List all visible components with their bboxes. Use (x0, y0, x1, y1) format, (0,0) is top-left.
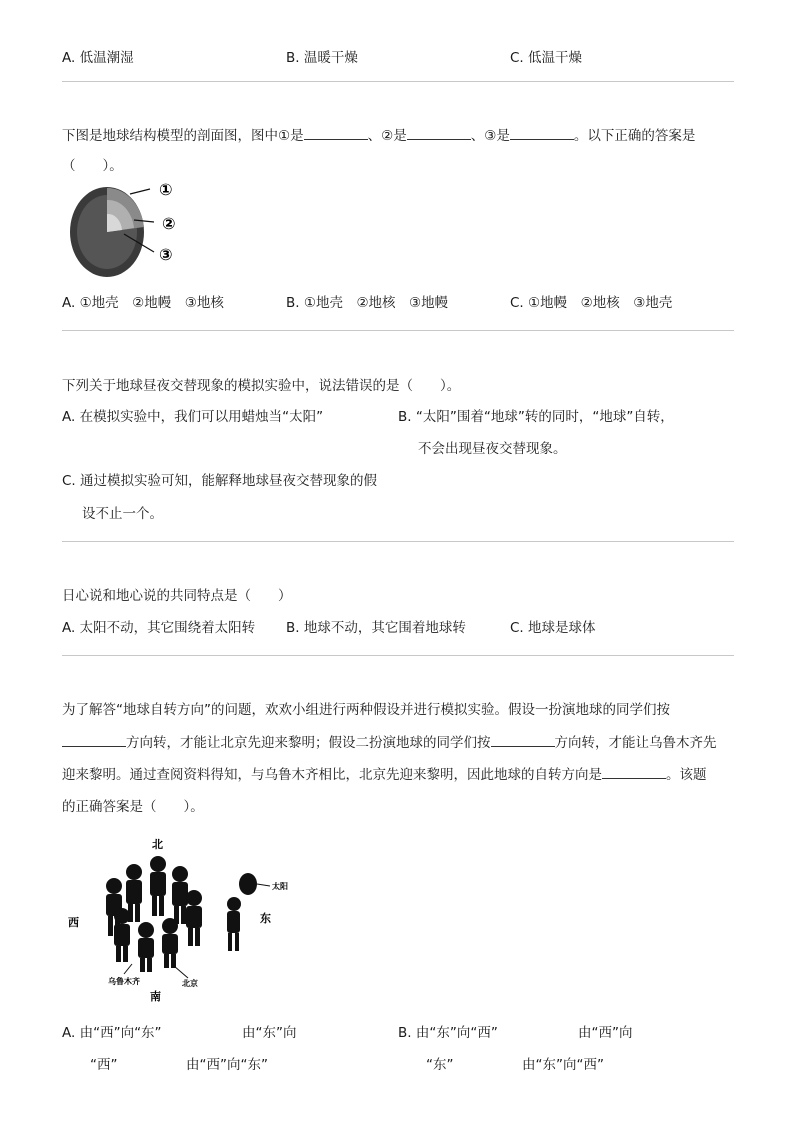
q4-option-b-line1a: B. 由“东”向“西” (398, 1025, 498, 1041)
answer-blank (62, 734, 126, 747)
q1-option-a: A. ①地壳 ②地幔 ③地核 (62, 295, 224, 311)
q2-option-a: A. 在模拟实验中，我们可以用蜡烛当“太阳” (62, 409, 324, 425)
q3-option-b: B. 地球不动，其它围着地球转 (286, 620, 466, 636)
direction-east: 东 (260, 912, 271, 925)
q4-stem-line3: 迎来黎明。通过查阅资料得知，与乌鲁木齐相比，北京先迎来黎明，因此地球的自转方向是 。该题 (62, 767, 707, 783)
q1-option-b: B. ①地壳 ②地核 ③地幔 (286, 295, 449, 311)
answer-blank (510, 127, 574, 140)
q4-option-a-line2a: “西” (90, 1057, 118, 1073)
q3-stem: 日心说和地心说的共同特点是（ ） (62, 588, 292, 604)
divider (62, 541, 734, 542)
direction-west: 西 (68, 916, 79, 929)
sun-label: 太阳 (272, 882, 288, 891)
answer-blank (491, 734, 555, 747)
divider (62, 655, 734, 656)
answer-blank (304, 127, 368, 140)
rotation-experiment-figure (62, 834, 302, 1014)
answer-blank (602, 766, 666, 779)
urumqi-label: 乌鲁木齐 (108, 977, 140, 986)
q1-paren: （ ）。 (62, 158, 123, 174)
q2-stem: 下列关于地球昼夜交替现象的模拟实验中，说法错误的是（ ）。 (62, 378, 461, 394)
q0-option-b: B. 温暖干燥 (286, 50, 358, 66)
divider (62, 81, 734, 82)
figure-label-1: ① (159, 180, 173, 199)
q4-stem-line2: 方向转，才能让北京先迎来黎明；假设二扮演地球的同学们按 方向转，才能让乌鲁木齐先 (62, 731, 717, 751)
figure-label-2: ② (162, 214, 176, 233)
q3-option-a: A. 太阳不动，其它围绕着太阳转 (62, 620, 256, 636)
figure-label-3: ③ (159, 245, 173, 264)
q4-option-b-line1b: 由“西”向 (578, 1025, 633, 1041)
answer-blank (407, 127, 471, 140)
direction-north: 北 (152, 838, 163, 851)
divider (62, 330, 734, 331)
direction-south: 南 (150, 990, 161, 1003)
earth-structure-figure (62, 172, 192, 282)
q3-option-c: C. 地球是球体 (510, 620, 596, 636)
q0-option-c: C. 低温干燥 (510, 50, 583, 66)
q4-option-a-line2b: 由“西”向“东” (186, 1057, 268, 1073)
q2-option-b-line1: B. “太阳”围着“地球”转的同时，“地球”自转， (398, 409, 674, 425)
q4-option-b-line2a: “东” (426, 1057, 454, 1073)
q2-option-b-line2: 不会出现昼夜交替现象。 (418, 441, 567, 457)
q1-option-c: C. ①地幔 ②地核 ③地壳 (510, 295, 673, 311)
q4-stem-line4: 的正确答案是（ ）。 (62, 799, 204, 815)
q0-option-a: A. 低温潮湿 (62, 50, 134, 66)
q4-stem-line1: 为了解答“地球自转方向”的问题，欢欢小组进行两种假设并进行模拟实验。假设一扮演地球的同学们按 (62, 702, 670, 718)
beijing-label: 北京 (182, 979, 198, 988)
q1-stem: 下图是地球结构模型的剖面图，图中①是 、②是 、③是 。以下正确的答案是 (62, 128, 696, 144)
q4-option-a-line1b: 由“东”向 (242, 1025, 297, 1041)
sun-ball (239, 873, 257, 895)
q2-option-c-line1: C. 通过模拟实验可知，能解释地球昼夜交替现象的假 (62, 473, 378, 489)
q4-option-a-line1a: A. 由“西”向“东” (62, 1025, 162, 1041)
students-group (106, 856, 202, 972)
q4-option-b-line2b: 由“东”向“西” (522, 1057, 604, 1073)
q2-option-c-line2: 设不止一个。 (82, 506, 163, 522)
